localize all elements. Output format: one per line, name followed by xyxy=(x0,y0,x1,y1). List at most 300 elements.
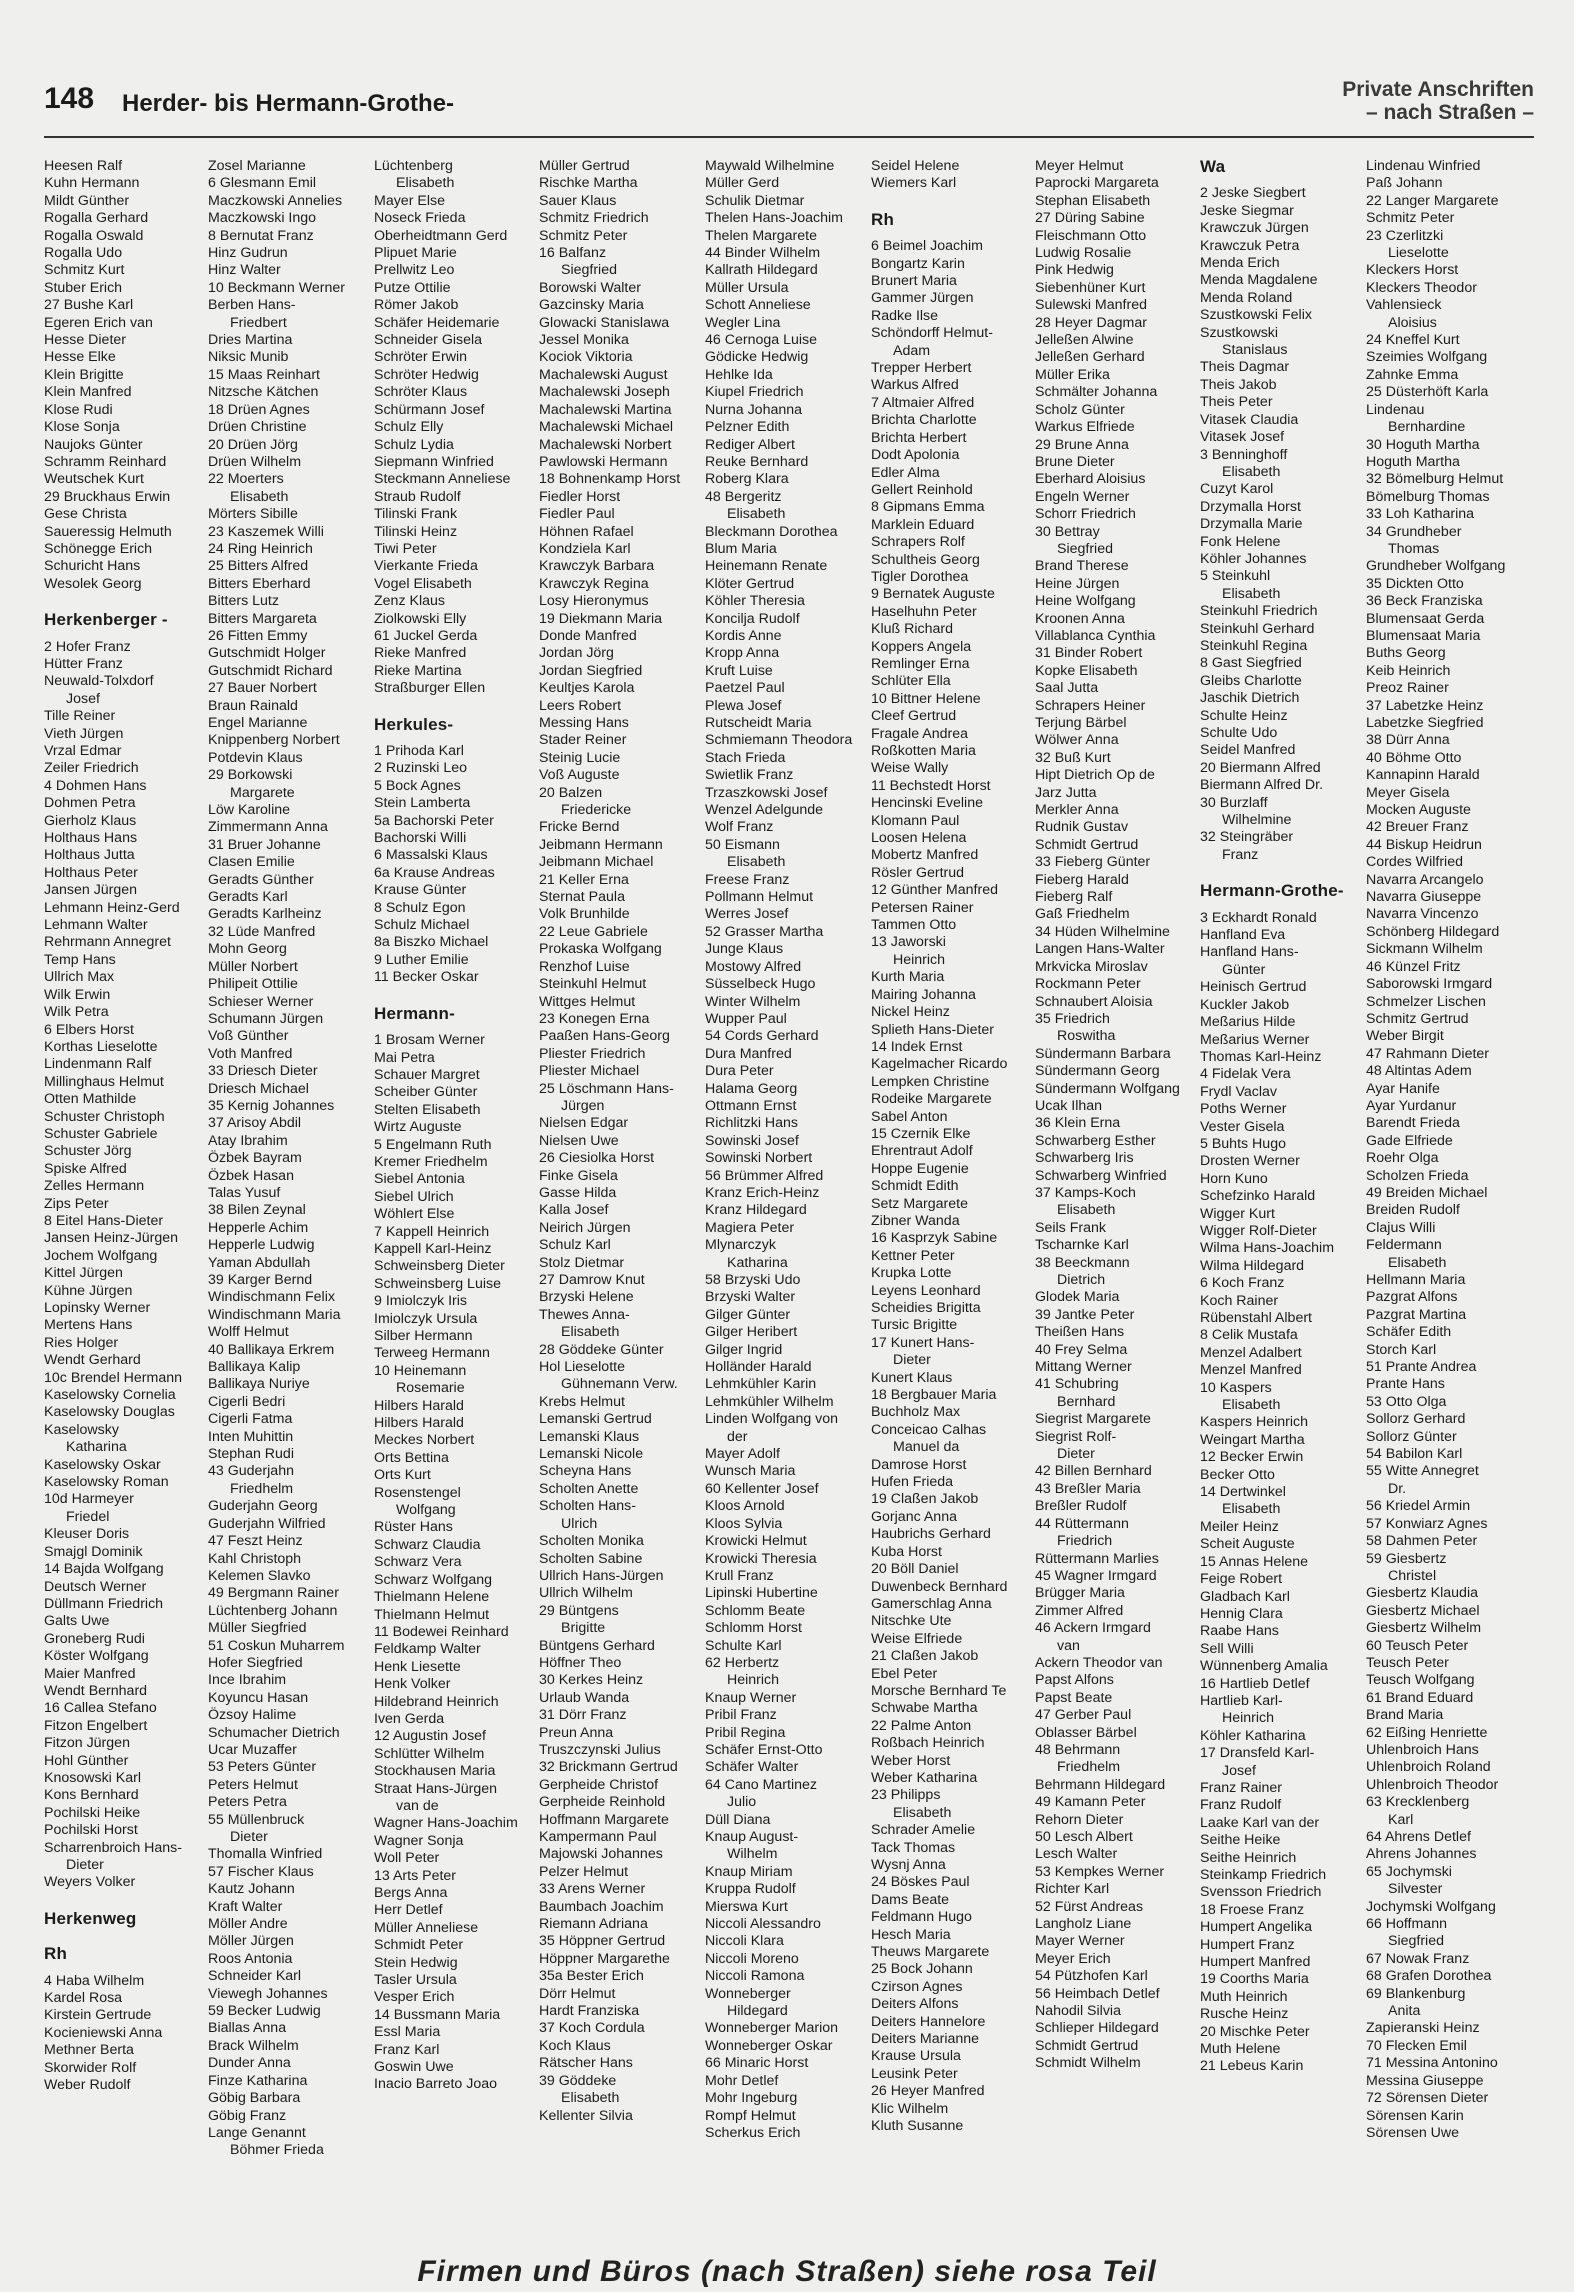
resident-entry: Maczkowski Ingo xyxy=(208,210,317,227)
resident-entry: Möller Andre xyxy=(208,1916,288,1933)
resident-entry: Brand Maria xyxy=(1366,1707,1444,1724)
entry-continuation: Dieter xyxy=(893,1352,931,1369)
resident-entry: Keib Heinrich xyxy=(1366,662,1451,679)
resident-entry: Straßburger Ellen xyxy=(374,680,486,697)
resident-entry: Haubrichs Gerhard xyxy=(871,1526,991,1543)
resident-entry: Tigler Dorothea xyxy=(871,568,969,585)
resident-entry: 71 Messina Antonino xyxy=(1366,2055,1498,2072)
resident-entry: Peters Petra xyxy=(208,1794,287,1811)
resident-entry: Tammen Otto xyxy=(871,917,957,934)
resident-entry: Langen Hans-Walter xyxy=(1035,941,1165,958)
resident-entry: Rogalla Gerhard xyxy=(44,210,149,227)
resident-entry: Maczkowski Annelies xyxy=(208,192,343,209)
resident-entry: Hanfland Eva xyxy=(1200,927,1286,944)
resident-entry: 10d Harmeyer xyxy=(44,1491,134,1508)
resident-entry: Menda Roland xyxy=(1200,289,1293,306)
section-label-line1: Private Anschriften xyxy=(1342,78,1534,101)
resident-entry: Gilger Heribert xyxy=(705,1324,798,1341)
resident-entry: Straat Hans-Jürgen xyxy=(374,1780,498,1797)
resident-entry: 39 Karger Bernd xyxy=(208,1272,313,1288)
resident-entry: 24 Ring Heinrich xyxy=(208,540,313,557)
resident-entry: 38 Beeckmann xyxy=(1035,1254,1130,1271)
resident-entry: Brzyski Helene xyxy=(539,1289,634,1306)
resident-entry: Klose Rudi xyxy=(44,401,113,418)
resident-entry: Deiters Hannelore xyxy=(871,2013,986,2030)
resident-entry: Atay Ibrahim xyxy=(208,1132,288,1149)
entry-continuation: Christel xyxy=(1388,1567,1437,1584)
section-label-line2: – nach Straßen – xyxy=(1365,101,1534,124)
resident-entry: Klöter Gertrud xyxy=(705,575,795,592)
resident-entry: Mai Petra xyxy=(374,1049,435,1066)
resident-entry: Siegrist Margarete xyxy=(1035,1411,1151,1428)
resident-entry: Gamerschlag Anna xyxy=(871,1595,992,1612)
resident-entry: Scheidies Brigitta xyxy=(871,1300,981,1316)
resident-entry: 23 Konegen Erna xyxy=(539,1010,650,1027)
resident-entry: Wunsch Maria xyxy=(705,1463,796,1480)
resident-entry: Terweeg Hermann xyxy=(374,1345,490,1362)
resident-entry: Schwarz Claudia xyxy=(374,1536,481,1553)
resident-entry: Pribil Franz xyxy=(705,1707,777,1724)
resident-entry: 5 Steinkuhl xyxy=(1200,568,1271,585)
resident-entry: Theis Jakob xyxy=(1200,376,1277,393)
resident-entry: Roehr Olga xyxy=(1366,1150,1439,1167)
resident-entry: Schäfer Ernst-Otto xyxy=(705,1741,823,1758)
resident-entry: Skorwider Rolf xyxy=(44,2059,137,2076)
entry-continuation: Friedhelm xyxy=(1057,1759,1121,1776)
resident-entry: Krause Ursula xyxy=(871,2048,961,2065)
resident-entry: Krawczyk Regina xyxy=(539,575,649,592)
entry-continuation: Gühnemann Verw. xyxy=(561,1376,678,1393)
resident-entry: Weber Rudolf xyxy=(44,2077,131,2094)
resident-entry: Richlitzki Hans xyxy=(705,1115,799,1132)
resident-entry: Sickmann Wilhelm xyxy=(1366,941,1483,958)
resident-entry: Lipinski Hubertine xyxy=(705,1585,818,1602)
resident-entry: Bitters Margareta xyxy=(208,610,317,627)
resident-entry: Gorjanc Anna xyxy=(871,1508,957,1525)
resident-entry: Frydl Vaclav xyxy=(1200,1083,1277,1100)
resident-entry: Mlynarczyk xyxy=(705,1237,776,1254)
resident-entry: Lesch Walter xyxy=(1035,1846,1118,1863)
resident-entry: Niksic Munib xyxy=(208,349,289,366)
entry-continuation: Ulrich xyxy=(561,1515,598,1532)
resident-entry: 21 Lebeus Karin xyxy=(1200,2058,1304,2075)
resident-entry: Kuba Horst xyxy=(871,1543,942,1560)
resident-entry: 15 Maas Reinhart xyxy=(208,366,320,383)
resident-entry: Schwarz Vera xyxy=(374,1554,462,1571)
resident-entry: Petersen Rainer xyxy=(871,899,974,916)
resident-entry: Fonk Helene xyxy=(1200,533,1281,550)
resident-entry: Müller Norbert xyxy=(208,958,298,975)
entry-continuation: Heinrich xyxy=(893,951,946,968)
resident-entry: Schulz Karl xyxy=(539,1237,611,1254)
resident-entry: Vieth Jürgen xyxy=(44,725,124,742)
resident-entry: Fiedler Paul xyxy=(539,506,615,523)
resident-entry: Kaspers Heinrich xyxy=(1200,1414,1309,1431)
resident-entry: Paprocki Margareta xyxy=(1035,175,1159,192)
entry-continuation: Stanislaus xyxy=(1222,342,1288,359)
resident-entry: Rosenstengel xyxy=(374,1484,461,1501)
resident-entry: Siebenhüner Kurt xyxy=(1035,279,1146,296)
resident-entry: Schrapers Rolf xyxy=(871,534,965,551)
resident-entry: Scheiber Günter xyxy=(374,1084,478,1101)
resident-entry: 59 Giesbertz xyxy=(1366,1550,1447,1567)
resident-entry: Rehorn Dieter xyxy=(1035,1811,1124,1828)
resident-entry: Truszczynski Julius xyxy=(539,1741,661,1758)
resident-entry: Kocieniewski Anna xyxy=(44,2024,163,2041)
resident-entry: Schlütter Wilhelm xyxy=(374,1745,485,1762)
resident-entry: Wysnj Anna xyxy=(871,1857,946,1873)
resident-entry: Löw Karoline xyxy=(208,802,291,819)
resident-entry: Fiedler Horst xyxy=(539,488,621,505)
resident-entry: Schultheis Georg xyxy=(871,551,980,568)
resident-entry: Oberheidtmann Gerd xyxy=(374,227,508,244)
resident-entry: Jeibmann Michael xyxy=(539,854,654,871)
resident-entry: Holthaus Peter xyxy=(44,864,138,881)
resident-entry: Theißen Hans xyxy=(1035,1324,1125,1341)
resident-entry: 18 Drüen Agnes xyxy=(208,401,310,418)
resident-entry: Deiters Marianne xyxy=(871,2031,980,2048)
resident-entry: Kunert Klaus xyxy=(871,1369,953,1386)
resident-entry: Rübenstahl Albert xyxy=(1200,1310,1312,1326)
resident-entry: Steinkuhl Regina xyxy=(1200,637,1308,654)
resident-entry: 42 Breuer Franz xyxy=(1366,819,1469,836)
resident-entry: Wigger Kurt xyxy=(1200,1205,1275,1222)
resident-entry: Clajus Willi xyxy=(1366,1219,1436,1236)
resident-entry: Wonneberger xyxy=(705,1985,791,2002)
resident-entry: Kopke Elisabeth xyxy=(1035,662,1138,679)
resident-entry: 12 Günther Manfred xyxy=(871,882,998,899)
resident-entry: Magiera Peter xyxy=(705,1219,795,1236)
resident-entry: Wegler Lina xyxy=(705,314,781,331)
resident-entry: Langholz Liane xyxy=(1035,1916,1132,1933)
resident-entry: Biallas Anna xyxy=(208,2020,287,2037)
resident-entry: 32 Lüde Manfred xyxy=(208,923,316,940)
resident-entry: Labetzke Siegfried xyxy=(1366,715,1484,731)
resident-entry: 18 Bohnenkamp Horst xyxy=(539,471,681,488)
resident-entry: Kons Bernhard xyxy=(44,1787,139,1804)
resident-entry: Süsselbeck Hugo xyxy=(705,976,816,993)
resident-entry: Goswin Uwe xyxy=(374,2059,454,2076)
resident-entry: Villablanca Cynthia xyxy=(1035,627,1156,644)
resident-entry: Koch Klaus xyxy=(539,2037,611,2054)
resident-entry: Schäfer Edith xyxy=(1366,1324,1452,1341)
resident-entry: Lindenmann Ralf xyxy=(44,1056,152,1073)
resident-entry: Stach Frieda xyxy=(705,749,786,766)
resident-entry: Machalewski Joseph xyxy=(539,384,670,401)
resident-entry: Dura Manfred xyxy=(705,1045,792,1062)
resident-entry: Terjung Bärbel xyxy=(1035,715,1127,731)
resident-entry: Stephan Elisabeth xyxy=(1035,192,1151,209)
resident-entry: Fragale Andrea xyxy=(871,725,969,742)
resident-entry: Sowinski Norbert xyxy=(705,1150,813,1167)
resident-entry: 30 Bettray xyxy=(1035,523,1100,540)
resident-entry: Berben Hans- xyxy=(208,297,296,314)
resident-entry: 49 Kamann Peter xyxy=(1035,1794,1146,1811)
resident-entry: 11 Becker Oskar xyxy=(374,969,479,986)
resident-entry: 25 Löschmann Hans- xyxy=(539,1080,674,1097)
resident-entry: Lange Genannt xyxy=(208,2124,306,2141)
resident-entry: 33 Fieberg Günter xyxy=(1035,854,1151,871)
resident-entry: Kranz Hildegard xyxy=(705,1202,807,1219)
resident-entry: Sell Willi xyxy=(1200,1640,1254,1657)
resident-entry: Teusch Wolfgang xyxy=(1366,1672,1475,1689)
entry-continuation: Günter xyxy=(1222,961,1266,978)
resident-entry: Knaup August- xyxy=(705,1829,799,1845)
resident-entry: Neirich Jürgen xyxy=(539,1219,631,1236)
resident-entry: Breßler Rudolf xyxy=(1035,1498,1127,1515)
resident-entry: Szustkowski Felix xyxy=(1200,307,1312,324)
directory-column-4 xyxy=(539,158,701,2178)
resident-entry: Steckmann Anneliese xyxy=(374,471,511,488)
resident-entry: 22 Moerters xyxy=(208,471,284,488)
resident-entry: Koyuncu Hasan xyxy=(208,1689,309,1706)
resident-entry: 44 Binder Wilhelm xyxy=(705,245,821,262)
directory-column-9 xyxy=(1366,158,1528,2178)
resident-entry: Rodeike Margarete xyxy=(871,1091,992,1108)
resident-entry: Theuws Margarete xyxy=(871,1944,990,1961)
resident-entry: Schwarberg Winfried xyxy=(1035,1167,1167,1184)
resident-entry: Brand Therese xyxy=(1035,558,1129,575)
resident-entry: Ottmann Ernst xyxy=(705,1097,797,1114)
resident-entry: Breiden Rudolf xyxy=(1366,1202,1460,1219)
entry-continuation: Bernhardine xyxy=(1388,419,1466,436)
resident-entry: Tille Reiner xyxy=(44,708,116,725)
resident-entry: Nitzsche Kätchen xyxy=(208,384,319,401)
resident-entry: Gade Elfriede xyxy=(1366,1132,1453,1149)
resident-entry: Menda Magdalene xyxy=(1200,272,1318,289)
resident-entry: 10 Bittner Helene xyxy=(871,690,981,707)
resident-entry: 23 Czerlitzki xyxy=(1366,227,1444,244)
resident-entry: Kuckler Jakob xyxy=(1200,996,1290,1013)
resident-entry: 35 Kernig Johannes xyxy=(208,1097,335,1114)
resident-entry: Siebel Ulrich xyxy=(374,1188,454,1205)
resident-entry: Sowinski Josef xyxy=(705,1132,799,1149)
resident-entry: Zeiler Friedrich xyxy=(44,760,139,777)
resident-entry: 27 Bushe Karl xyxy=(44,297,134,314)
resident-entry: Stelten Elisabeth xyxy=(374,1101,481,1118)
resident-entry: 51 Prante Andrea xyxy=(1366,1359,1477,1376)
resident-entry: Egeren Erich van xyxy=(44,314,153,331)
resident-entry: Koch Rainer xyxy=(1200,1292,1279,1309)
resident-entry: Meiler Heinz xyxy=(1200,1518,1279,1535)
resident-entry: Thomalla Winfried xyxy=(208,1846,323,1863)
resident-entry: 6 Beimel Joachim xyxy=(871,238,983,255)
entry-continuation: Franz xyxy=(1222,846,1259,863)
resident-entry: Schröter Klaus xyxy=(374,384,468,401)
resident-entry: Feldmann Hugo xyxy=(871,1909,972,1926)
resident-entry: Stuber Erich xyxy=(44,279,123,296)
entry-continuation: Wilhelm xyxy=(727,1846,778,1863)
resident-entry: Saueressig Helmuth xyxy=(44,523,172,540)
resident-entry: Brack Wilhelm xyxy=(208,2037,299,2054)
resident-entry: Muth Helene xyxy=(1200,2041,1281,2058)
resident-entry: Barendt Frieda xyxy=(1366,1115,1460,1132)
resident-entry: 17 Kunert Hans- xyxy=(871,1334,975,1351)
resident-entry: Lüchtenberg xyxy=(374,158,453,174)
resident-entry: Schlomm Beate xyxy=(705,1602,806,1619)
resident-entry: 27 Düring Sabine xyxy=(1035,210,1145,227)
resident-entry: Ludwig Rosalie xyxy=(1035,245,1132,262)
resident-entry: Putze Ottilie xyxy=(374,279,451,296)
resident-entry: Ince Ibrahim xyxy=(208,1672,287,1689)
resident-entry: Navarra Vincenzo xyxy=(1366,906,1479,923)
entry-continuation: Elisabeth xyxy=(1222,1501,1281,1518)
resident-entry: 10c Brendel Hermann xyxy=(44,1369,183,1386)
resident-entry: 27 Damrow Knut xyxy=(539,1272,645,1288)
resident-entry: 47 Feszt Heinz xyxy=(208,1533,303,1550)
resident-entry: 43 Guderjahn xyxy=(208,1463,294,1480)
resident-entry: 18 Froese Franz xyxy=(1200,1901,1305,1918)
resident-entry: Poths Werner xyxy=(1200,1101,1287,1118)
resident-entry: Leyens Leonhard xyxy=(871,1282,981,1299)
resident-entry: 67 Nowak Franz xyxy=(1366,1950,1470,1967)
entry-continuation: Dieter xyxy=(230,1829,268,1845)
resident-entry: 33 Driesch Dieter xyxy=(208,1063,318,1080)
entry-continuation: Jürgen xyxy=(561,1097,605,1114)
resident-entry: 9 Imiolczyk Iris xyxy=(374,1293,468,1310)
resident-entry: 32 Steingräber xyxy=(1200,829,1294,846)
resident-entry: Hinz Walter xyxy=(208,262,281,279)
resident-entry: Meßarius Hilde xyxy=(1200,1014,1296,1031)
resident-entry: Vogel Elisabeth xyxy=(374,575,472,592)
resident-entry: Mohr Ingeburg xyxy=(705,2090,798,2107)
resident-entry: Knosowski Karl xyxy=(44,1769,141,1786)
resident-entry: 30 Burzlaff xyxy=(1200,794,1268,811)
resident-entry: Ziolkowski Elly xyxy=(374,610,467,627)
resident-entry: Fitzon Engelbert xyxy=(44,1717,148,1734)
resident-entry: Bömelburg Thomas xyxy=(1366,488,1490,505)
resident-entry: Pliester Michael xyxy=(539,1063,640,1080)
resident-entry: Drzymalla Marie xyxy=(1200,516,1303,533)
resident-entry: Hoppe Eugenie xyxy=(871,1160,969,1177)
resident-entry: Roberg Klara xyxy=(705,471,789,488)
resident-entry: Ehrentraut Adolf xyxy=(871,1143,973,1160)
resident-entry: 5 Engelmann Ruth xyxy=(374,1136,492,1153)
resident-entry: Hol Lieselotte xyxy=(539,1359,625,1376)
resident-entry: Wigger Rolf-Dieter xyxy=(1200,1222,1317,1239)
resident-entry: Kraft Walter xyxy=(208,1898,283,1915)
street-heading: Wa xyxy=(1200,158,1226,176)
resident-entry: Maier Manfred xyxy=(44,1665,136,1682)
resident-entry: Glowacki Stanislawa xyxy=(539,314,670,331)
resident-entry: Finke Gisela xyxy=(539,1167,618,1184)
resident-entry: Schöndorff Helmut- xyxy=(871,325,993,342)
resident-entry: Kremer Friedhelm xyxy=(374,1153,488,1170)
resident-entry: Özbek Hasan xyxy=(208,1167,294,1184)
resident-entry: Niccoli Alessandro xyxy=(705,1916,821,1933)
resident-entry: Raabe Hans xyxy=(1200,1623,1279,1640)
resident-entry: Meßarius Werner xyxy=(1200,1031,1310,1048)
resident-entry: Lehmann Heinz-Gerd xyxy=(44,899,180,916)
resident-entry: Schulte Karl xyxy=(705,1637,782,1654)
resident-entry: Papst Beate xyxy=(1035,1689,1113,1706)
resident-entry: Rockmann Peter xyxy=(1035,976,1141,993)
resident-entry: Franz Rainer xyxy=(1200,1779,1283,1796)
resident-entry: Ucak Ilhan xyxy=(1035,1097,1103,1114)
entry-continuation: Brigitte xyxy=(561,1620,606,1637)
resident-entry: 14 Bussmann Maria xyxy=(374,2006,501,2023)
resident-entry: 14 Bajda Wolfgang xyxy=(44,1561,164,1578)
resident-entry: Biermann Alfred Dr. xyxy=(1200,777,1324,794)
resident-entry: Scherkus Erich xyxy=(705,2124,801,2141)
directory-column-3 xyxy=(374,158,536,2178)
resident-entry: 46 Ackern Irmgard xyxy=(1035,1620,1151,1637)
resident-entry: Seidel Helene xyxy=(871,158,960,174)
resident-entry: Svensson Friedrich xyxy=(1200,1884,1322,1901)
resident-entry: Machalewski Martina xyxy=(539,401,672,418)
resident-entry: Tursic Brigitte xyxy=(871,1317,958,1334)
resident-entry: Kuhn Hermann xyxy=(44,175,140,192)
resident-entry: Humpert Angelika xyxy=(1200,1919,1312,1936)
resident-entry: Horn Kuno xyxy=(1200,1170,1268,1187)
resident-entry: Rieke Manfred xyxy=(374,645,467,662)
resident-entry: Donde Manfred xyxy=(539,627,637,644)
resident-entry: Knaup Miriam xyxy=(705,1863,793,1880)
street-heading: Herkenberger - xyxy=(44,610,168,630)
resident-entry: 11 Bechstedt Horst xyxy=(871,777,991,794)
resident-entry: Theis Dagmar xyxy=(1200,359,1290,376)
resident-entry: Müller Ursula xyxy=(705,279,789,296)
resident-entry: Ayar Hanife xyxy=(1366,1080,1440,1097)
entry-continuation: Friedrich xyxy=(1057,1533,1113,1550)
resident-entry: 56 Kriedel Armin xyxy=(1366,1498,1471,1515)
resident-entry: Ayar Yurdanur xyxy=(1366,1097,1457,1114)
resident-entry: 8 Schulz Egon xyxy=(374,899,466,916)
resident-entry: 29 Borkowski xyxy=(208,767,293,784)
resident-entry: Zelles Hermann xyxy=(44,1178,145,1195)
resident-entry: Krawczuk Petra xyxy=(1200,237,1300,254)
resident-entry: Schmidt Wilhelm xyxy=(1035,2055,1141,2072)
resident-entry: 9 Luther Emilie xyxy=(374,951,469,968)
resident-entry: Pochilski Horst xyxy=(44,1822,138,1839)
resident-entry: Hohl Günther xyxy=(44,1752,129,1769)
resident-entry: Wittges Helmut xyxy=(539,993,636,1010)
resident-entry: Borowski Walter xyxy=(539,279,641,296)
resident-entry: 9 Bernatek Auguste xyxy=(871,586,995,603)
resident-entry: 68 Grafen Dorothea xyxy=(1366,1968,1492,1985)
resident-entry: 6 Koch Franz xyxy=(1200,1275,1285,1292)
resident-entry: Humpert Manfred xyxy=(1200,1954,1311,1971)
resident-entry: Behrmann Hildegard xyxy=(1035,1776,1166,1793)
resident-entry: Rieke Martina xyxy=(374,662,462,679)
resident-entry: Scheit Auguste xyxy=(1200,1536,1295,1553)
resident-entry: Koncilja Rudolf xyxy=(705,610,800,627)
resident-entry: Jaschik Dietrich xyxy=(1200,690,1300,707)
directory-column-6 xyxy=(871,158,1033,2178)
resident-entry: 54 Babilon Karl xyxy=(1366,1446,1463,1463)
resident-entry: Bitters Lutz xyxy=(208,593,279,610)
resident-entry: Wöhlert Else xyxy=(374,1206,455,1223)
entry-continuation: Elisabeth xyxy=(396,175,455,192)
resident-entry: 59 Becker Ludwig xyxy=(208,2003,321,2020)
resident-entry: Kleuser Doris xyxy=(44,1526,130,1543)
resident-entry: 53 Kempkes Werner xyxy=(1035,1863,1165,1880)
resident-entry: Kallrath Hildegard xyxy=(705,262,818,279)
resident-entry: Hesch Maria xyxy=(871,1926,951,1943)
resident-entry: 53 Otto Olga xyxy=(1366,1393,1447,1410)
resident-entry: Steinig Lucie xyxy=(539,749,621,766)
resident-entry: Bergs Anna xyxy=(374,1885,448,1901)
resident-entry: Szeimies Wolfgang xyxy=(1366,349,1488,366)
entry-continuation: Anita xyxy=(1388,2003,1421,2020)
resident-entry: Seils Frank xyxy=(1035,1219,1106,1236)
entry-continuation: Dietrich xyxy=(1057,1272,1106,1288)
resident-entry: 53 Peters Günter xyxy=(208,1759,317,1776)
resident-entry: Kautz Johann xyxy=(208,1881,295,1898)
resident-entry: Kaselowsky Cornelia xyxy=(44,1387,176,1404)
resident-entry: Renzhof Luise xyxy=(539,958,630,975)
resident-entry: 24 Böskes Paul xyxy=(871,1874,970,1891)
